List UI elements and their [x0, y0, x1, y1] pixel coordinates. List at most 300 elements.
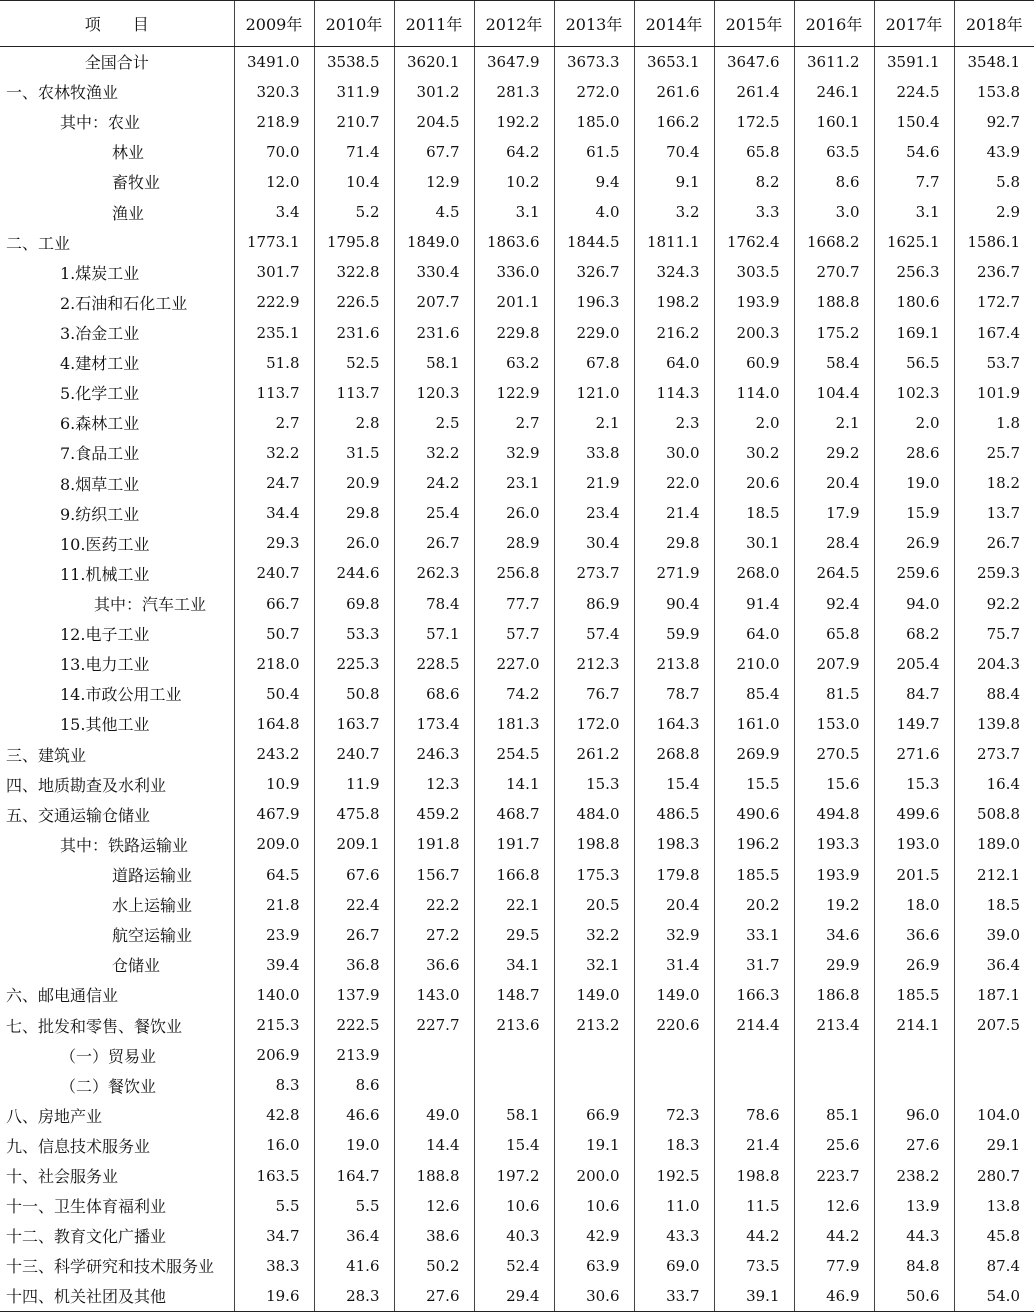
cell-value: 273.7 — [954, 739, 1034, 769]
cell-value: 172.7 — [954, 287, 1034, 317]
cell-value: 104.4 — [794, 378, 874, 408]
header-row — [0, 1, 1034, 47]
cell-value: 336.0 — [474, 257, 554, 287]
cell-value: 50.6 — [874, 1281, 954, 1311]
cell-value: 64.0 — [714, 619, 794, 649]
cell-value — [554, 1070, 634, 1100]
cell-value: 191.7 — [474, 829, 554, 859]
table-row — [0, 257, 1034, 287]
row-label: 一、农林牧渔业 — [6, 83, 119, 103]
cell-value: 324.3 — [634, 257, 714, 287]
cell-value: 15.6 — [794, 769, 874, 799]
cell-value: 240.7 — [314, 739, 394, 769]
cell-value: 15.4 — [634, 769, 714, 799]
cell-value: 1773.1 — [234, 227, 314, 257]
cell-value: 44.2 — [714, 1221, 794, 1251]
cell-value: 45.8 — [954, 1221, 1034, 1251]
row-label: 15.其他工业 — [60, 715, 150, 735]
cell-value: 18.3 — [634, 1130, 714, 1160]
cell-value — [954, 1070, 1034, 1100]
cell-value: 63.9 — [554, 1251, 634, 1281]
row-label: 航空运输业 — [112, 926, 193, 946]
cell-value: 188.8 — [794, 287, 874, 317]
cell-value: 33.1 — [714, 920, 794, 950]
header-year: 2014年 — [634, 1, 714, 47]
cell-value: 3653.1 — [634, 47, 714, 77]
cell-value: 58.1 — [474, 1100, 554, 1130]
table-row — [0, 709, 1034, 739]
cell-value: 90.4 — [634, 588, 714, 618]
cell-value: 2.0 — [874, 408, 954, 438]
cell-value: 268.8 — [634, 739, 714, 769]
cell-value: 50.7 — [234, 619, 314, 649]
cell-value: 19.0 — [874, 468, 954, 498]
cell-value: 320.3 — [234, 77, 314, 107]
cell-value: 24.2 — [394, 468, 474, 498]
cell-value: 1811.1 — [634, 227, 714, 257]
cell-value: 52.5 — [314, 348, 394, 378]
cell-value: 78.6 — [714, 1100, 794, 1130]
cell-value: 20.6 — [714, 468, 794, 498]
cell-value: 3620.1 — [394, 47, 474, 77]
cell-value: 8.2 — [714, 167, 794, 197]
cell-value: 207.7 — [394, 287, 474, 317]
cell-value: 238.2 — [874, 1161, 954, 1191]
table-row — [0, 619, 1034, 649]
cell-value: 63.5 — [794, 137, 874, 167]
row-label: （二）餐饮业 — [60, 1076, 157, 1096]
cell-value: 32.2 — [394, 438, 474, 468]
cell-value: 29.5 — [474, 920, 554, 950]
header-year: 2011年 — [394, 1, 474, 47]
cell-value: 236.7 — [954, 257, 1034, 287]
cell-value: 459.2 — [394, 799, 474, 829]
cell-value: 150.4 — [874, 107, 954, 137]
cell-value: 3647.9 — [474, 47, 554, 77]
cell-value: 27.2 — [394, 920, 474, 950]
cell-value: 3.1 — [474, 197, 554, 227]
cell-value: 14.4 — [394, 1130, 474, 1160]
cell-value: 44.3 — [874, 1221, 954, 1251]
cell-value: 120.3 — [394, 378, 474, 408]
cell-value: 301.7 — [234, 257, 314, 287]
cell-value: 121.0 — [554, 378, 634, 408]
cell-value: 19.1 — [554, 1130, 634, 1160]
cell-value: 204.5 — [394, 107, 474, 137]
row-label: 九、信息技术服务业 — [6, 1136, 151, 1156]
cell-value: 5.5 — [234, 1191, 314, 1221]
cell-value: 29.9 — [794, 950, 874, 980]
cell-value: 161.0 — [714, 709, 794, 739]
table-row — [0, 1221, 1034, 1251]
cell-value: 200.0 — [554, 1161, 634, 1191]
cell-value: 61.5 — [554, 137, 634, 167]
table-row — [0, 468, 1034, 498]
cell-value: 192.2 — [474, 107, 554, 137]
cell-value: 5.8 — [954, 167, 1034, 197]
cell-value: 19.2 — [794, 890, 874, 920]
table-row — [0, 588, 1034, 618]
cell-value: 3611.2 — [794, 47, 874, 77]
cell-value: 9.4 — [554, 167, 634, 197]
cell-value: 206.9 — [234, 1040, 314, 1070]
cell-value: 31.5 — [314, 438, 394, 468]
cell-value: 42.8 — [234, 1100, 314, 1130]
table-row — [0, 1281, 1034, 1311]
cell-value: 2.5 — [394, 408, 474, 438]
cell-value: 69.0 — [634, 1251, 714, 1281]
cell-value: 20.9 — [314, 468, 394, 498]
row-label: 畜牧业 — [112, 173, 161, 193]
cell-value: 212.1 — [954, 859, 1034, 889]
cell-value: 180.6 — [874, 287, 954, 317]
cell-value: 1849.0 — [394, 227, 474, 257]
cell-value: 164.3 — [634, 709, 714, 739]
cell-value: 271.9 — [634, 558, 714, 588]
table-row — [0, 1130, 1034, 1160]
header-year: 2009年 — [234, 1, 314, 47]
cell-value: 38.6 — [394, 1221, 474, 1251]
cell-value: 201.1 — [474, 287, 554, 317]
cell-value: 2.8 — [314, 408, 394, 438]
cell-value: 70.4 — [634, 137, 714, 167]
cell-value: 57.1 — [394, 619, 474, 649]
cell-value: 94.0 — [874, 588, 954, 618]
cell-value: 214.4 — [714, 1010, 794, 1040]
table-row — [0, 498, 1034, 528]
cell-value: 1762.4 — [714, 227, 794, 257]
cell-value: 33.7 — [634, 1281, 714, 1311]
cell-value: 29.2 — [794, 438, 874, 468]
cell-value: 261.6 — [634, 77, 714, 107]
row-label: 七、批发和零售、餐饮业 — [6, 1016, 183, 1036]
cell-value: 23.1 — [474, 468, 554, 498]
cell-value: 66.9 — [554, 1100, 634, 1130]
cell-value: 268.0 — [714, 558, 794, 588]
cell-value: 92.2 — [954, 588, 1034, 618]
cell-value: 213.2 — [554, 1010, 634, 1040]
cell-value: 3491.0 — [234, 47, 314, 77]
cell-value: 172.5 — [714, 107, 794, 137]
cell-value: 3.2 — [634, 197, 714, 227]
cell-value: 28.6 — [874, 438, 954, 468]
row-label: 2.石油和石化工业 — [60, 293, 188, 313]
row-label: 12.电子工业 — [60, 625, 150, 645]
cell-value: 49.0 — [394, 1100, 474, 1130]
table-row — [0, 317, 1034, 347]
table-row — [0, 1010, 1034, 1040]
cell-value: 246.1 — [794, 77, 874, 107]
cell-value: 280.7 — [954, 1161, 1034, 1191]
table-row — [0, 649, 1034, 679]
cell-value: 137.9 — [314, 980, 394, 1010]
row-label: 水上运输业 — [112, 896, 193, 916]
cell-value: 42.9 — [554, 1221, 634, 1251]
header-year: 2013年 — [554, 1, 634, 47]
cell-value: 32.9 — [474, 438, 554, 468]
row-label: 10.医药工业 — [60, 534, 150, 554]
cell-value: 10.6 — [554, 1191, 634, 1221]
cell-value: 34.1 — [474, 950, 554, 980]
cell-value: 26.9 — [874, 950, 954, 980]
cell-value: 8.6 — [314, 1070, 394, 1100]
cell-value: 15.4 — [474, 1130, 554, 1160]
cell-value: 486.5 — [634, 799, 714, 829]
cell-value: 330.4 — [394, 257, 474, 287]
cell-value: 34.7 — [234, 1221, 314, 1251]
cell-value: 67.6 — [314, 859, 394, 889]
cell-value: 160.1 — [794, 107, 874, 137]
cell-value: 269.9 — [714, 739, 794, 769]
cell-value: 148.7 — [474, 980, 554, 1010]
cell-value: 2.7 — [474, 408, 554, 438]
cell-value: 193.0 — [874, 829, 954, 859]
cell-value: 77.9 — [794, 1251, 874, 1281]
cell-value: 29.4 — [474, 1281, 554, 1311]
cell-value: 96.0 — [874, 1100, 954, 1130]
cell-value: 18.2 — [954, 468, 1034, 498]
cell-value: 31.7 — [714, 950, 794, 980]
cell-value — [714, 1040, 794, 1070]
cell-value: 11.0 — [634, 1191, 714, 1221]
cell-value: 490.6 — [714, 799, 794, 829]
cell-value: 153.0 — [794, 709, 874, 739]
cell-value: 10.4 — [314, 167, 394, 197]
cell-value — [874, 1040, 954, 1070]
cell-value: 22.2 — [394, 890, 474, 920]
cell-value: 28.3 — [314, 1281, 394, 1311]
cell-value: 189.0 — [954, 829, 1034, 859]
cell-value: 1844.5 — [554, 227, 634, 257]
table-row — [0, 1191, 1034, 1221]
cell-value: 29.8 — [634, 528, 714, 558]
cell-value: 51.8 — [234, 348, 314, 378]
cell-value: 3591.1 — [874, 47, 954, 77]
cell-value: 67.8 — [554, 348, 634, 378]
cell-value: 3538.5 — [314, 47, 394, 77]
cell-value: 191.8 — [394, 829, 474, 859]
row-label: 8.烟草工业 — [60, 474, 140, 494]
cell-value: 213.8 — [634, 649, 714, 679]
cell-value: 256.8 — [474, 558, 554, 588]
cell-value: 226.5 — [314, 287, 394, 317]
cell-value: 26.9 — [874, 528, 954, 558]
cell-value — [554, 1040, 634, 1070]
table-row — [0, 769, 1034, 799]
cell-value: 85.4 — [714, 679, 794, 709]
cell-value: 193.9 — [794, 859, 874, 889]
cell-value: 26.7 — [314, 920, 394, 950]
table-body — [0, 47, 1034, 1312]
cell-value: 101.9 — [954, 378, 1034, 408]
row-label: 四、地质勘查及水利业 — [6, 775, 167, 795]
row-label: 7.食品工业 — [60, 444, 140, 464]
cell-value: 46.6 — [314, 1100, 394, 1130]
cell-value — [474, 1040, 554, 1070]
cell-value: 1863.6 — [474, 227, 554, 257]
cell-value: 218.0 — [234, 649, 314, 679]
cell-value: 185.0 — [554, 107, 634, 137]
cell-value: 273.7 — [554, 558, 634, 588]
cell-value: 64.5 — [234, 859, 314, 889]
header-year: 2012年 — [474, 1, 554, 47]
cell-value: 36.4 — [954, 950, 1034, 980]
cell-value: 281.3 — [474, 77, 554, 107]
cell-value: 259.3 — [954, 558, 1034, 588]
cell-value: 15.9 — [874, 498, 954, 528]
cell-value: 193.3 — [794, 829, 874, 859]
table-row — [0, 1251, 1034, 1281]
cell-value: 16.4 — [954, 769, 1034, 799]
cell-value: 73.5 — [714, 1251, 794, 1281]
cell-value: 164.8 — [234, 709, 314, 739]
cell-value: 20.4 — [634, 890, 714, 920]
cell-value: 2.3 — [634, 408, 714, 438]
row-label: 其中：汽车工业 — [94, 595, 207, 615]
cell-value: 204.3 — [954, 649, 1034, 679]
cell-value: 3647.6 — [714, 47, 794, 77]
cell-value: 29.1 — [954, 1130, 1034, 1160]
row-label: 八、房地产业 — [6, 1106, 103, 1126]
cell-value: 198.3 — [634, 829, 714, 859]
cell-value: 32.2 — [234, 438, 314, 468]
cell-value: 20.2 — [714, 890, 794, 920]
row-label: 全国合计 — [84, 53, 149, 73]
cell-value: 326.7 — [554, 257, 634, 287]
cell-value: 149.0 — [634, 980, 714, 1010]
cell-value: 53.3 — [314, 619, 394, 649]
cell-value: 214.1 — [874, 1010, 954, 1040]
row-label: 十一、卫生体育福利业 — [6, 1197, 167, 1217]
cell-value: 198.8 — [714, 1161, 794, 1191]
cell-value: 4.0 — [554, 197, 634, 227]
cell-value: 301.2 — [394, 77, 474, 107]
cell-value: 259.6 — [874, 558, 954, 588]
cell-value: 175.2 — [794, 317, 874, 347]
cell-value: 179.8 — [634, 859, 714, 889]
table-row — [0, 137, 1034, 167]
cell-value: 30.4 — [554, 528, 634, 558]
table-row — [0, 1070, 1034, 1100]
cell-value: 70.0 — [234, 137, 314, 167]
cell-value: 31.4 — [634, 950, 714, 980]
table-row — [0, 890, 1034, 920]
cell-value: 29.8 — [314, 498, 394, 528]
row-label: 二、工业 — [6, 233, 71, 253]
cell-value: 43.9 — [954, 137, 1034, 167]
cell-value: 8.3 — [234, 1070, 314, 1100]
cell-value: 167.4 — [954, 317, 1034, 347]
cell-value: 2.0 — [714, 408, 794, 438]
cell-value: 187.1 — [954, 980, 1034, 1010]
cell-value: 92.7 — [954, 107, 1034, 137]
cell-value: 205.4 — [874, 649, 954, 679]
cell-value: 59.9 — [634, 619, 714, 649]
cell-value: 193.9 — [714, 287, 794, 317]
cell-value: 68.2 — [874, 619, 954, 649]
cell-value: 156.7 — [394, 859, 474, 889]
cell-value: 32.1 — [554, 950, 634, 980]
cell-value: 143.0 — [394, 980, 474, 1010]
cell-value: 215.3 — [234, 1010, 314, 1040]
cell-value — [714, 1070, 794, 1100]
cell-value: 65.8 — [714, 137, 794, 167]
table-row — [0, 167, 1034, 197]
cell-value: 85.1 — [794, 1100, 874, 1130]
cell-value: 198.2 — [634, 287, 714, 317]
cell-value: 198.8 — [554, 829, 634, 859]
cell-value: 224.5 — [874, 77, 954, 107]
cell-value: 25.4 — [394, 498, 474, 528]
cell-value: 12.6 — [794, 1191, 874, 1221]
cell-value: 25.7 — [954, 438, 1034, 468]
cell-value: 46.9 — [794, 1281, 874, 1311]
cell-value: 26.7 — [394, 528, 474, 558]
table-row — [0, 408, 1034, 438]
cell-value: 39.0 — [954, 920, 1034, 950]
cell-value: 311.9 — [314, 77, 394, 107]
cell-value: 12.3 — [394, 769, 474, 799]
cell-value: 122.9 — [474, 378, 554, 408]
cell-value: 4.5 — [394, 197, 474, 227]
cell-value: 1.8 — [954, 408, 1034, 438]
row-label: 五、交通运输仓储业 — [6, 805, 151, 825]
cell-value: 209.1 — [314, 829, 394, 859]
cell-value: 227.0 — [474, 649, 554, 679]
header-year: 2018年 — [954, 1, 1034, 47]
cell-value: 20.5 — [554, 890, 634, 920]
row-label: 5.化学工业 — [60, 384, 140, 404]
cell-value: 166.8 — [474, 859, 554, 889]
table-row — [0, 438, 1034, 468]
cell-value — [954, 1040, 1034, 1070]
row-label: 道路运输业 — [112, 866, 193, 885]
cell-value: 272.0 — [554, 77, 634, 107]
cell-value: 21.8 — [234, 890, 314, 920]
cell-value: 29.3 — [234, 528, 314, 558]
table-row — [0, 227, 1034, 257]
table-row — [0, 348, 1034, 378]
cell-value: 153.8 — [954, 77, 1034, 107]
cell-value: 54.0 — [954, 1281, 1034, 1311]
cell-value: 22.1 — [474, 890, 554, 920]
header-item: 项 目 — [0, 1, 234, 47]
cell-value: 30.6 — [554, 1281, 634, 1311]
cell-value: 218.9 — [234, 107, 314, 137]
cell-value: 3.4 — [234, 197, 314, 227]
cell-value: 197.2 — [474, 1161, 554, 1191]
cell-value: 201.5 — [874, 859, 954, 889]
cell-value: 169.1 — [874, 317, 954, 347]
cell-value: 212.3 — [554, 649, 634, 679]
row-label: 13.电力工业 — [60, 655, 150, 675]
cell-value: 52.4 — [474, 1251, 554, 1281]
cell-value: 270.5 — [794, 739, 874, 769]
cell-value: 220.6 — [634, 1010, 714, 1040]
cell-value: 508.8 — [954, 799, 1034, 829]
table-row — [0, 47, 1034, 77]
cell-value: 271.6 — [874, 739, 954, 769]
cell-value: 64.0 — [634, 348, 714, 378]
cell-value: 36.6 — [874, 920, 954, 950]
cell-value — [794, 1040, 874, 1070]
row-label: 十四、机关社团及其他 — [0, 1281, 234, 1311]
cell-value: 222.9 — [234, 287, 314, 317]
cell-value: 78.7 — [634, 679, 714, 709]
cell-value: 196.3 — [554, 287, 634, 317]
row-label: 十、社会服务业 — [6, 1167, 119, 1187]
cell-value: 30.2 — [714, 438, 794, 468]
